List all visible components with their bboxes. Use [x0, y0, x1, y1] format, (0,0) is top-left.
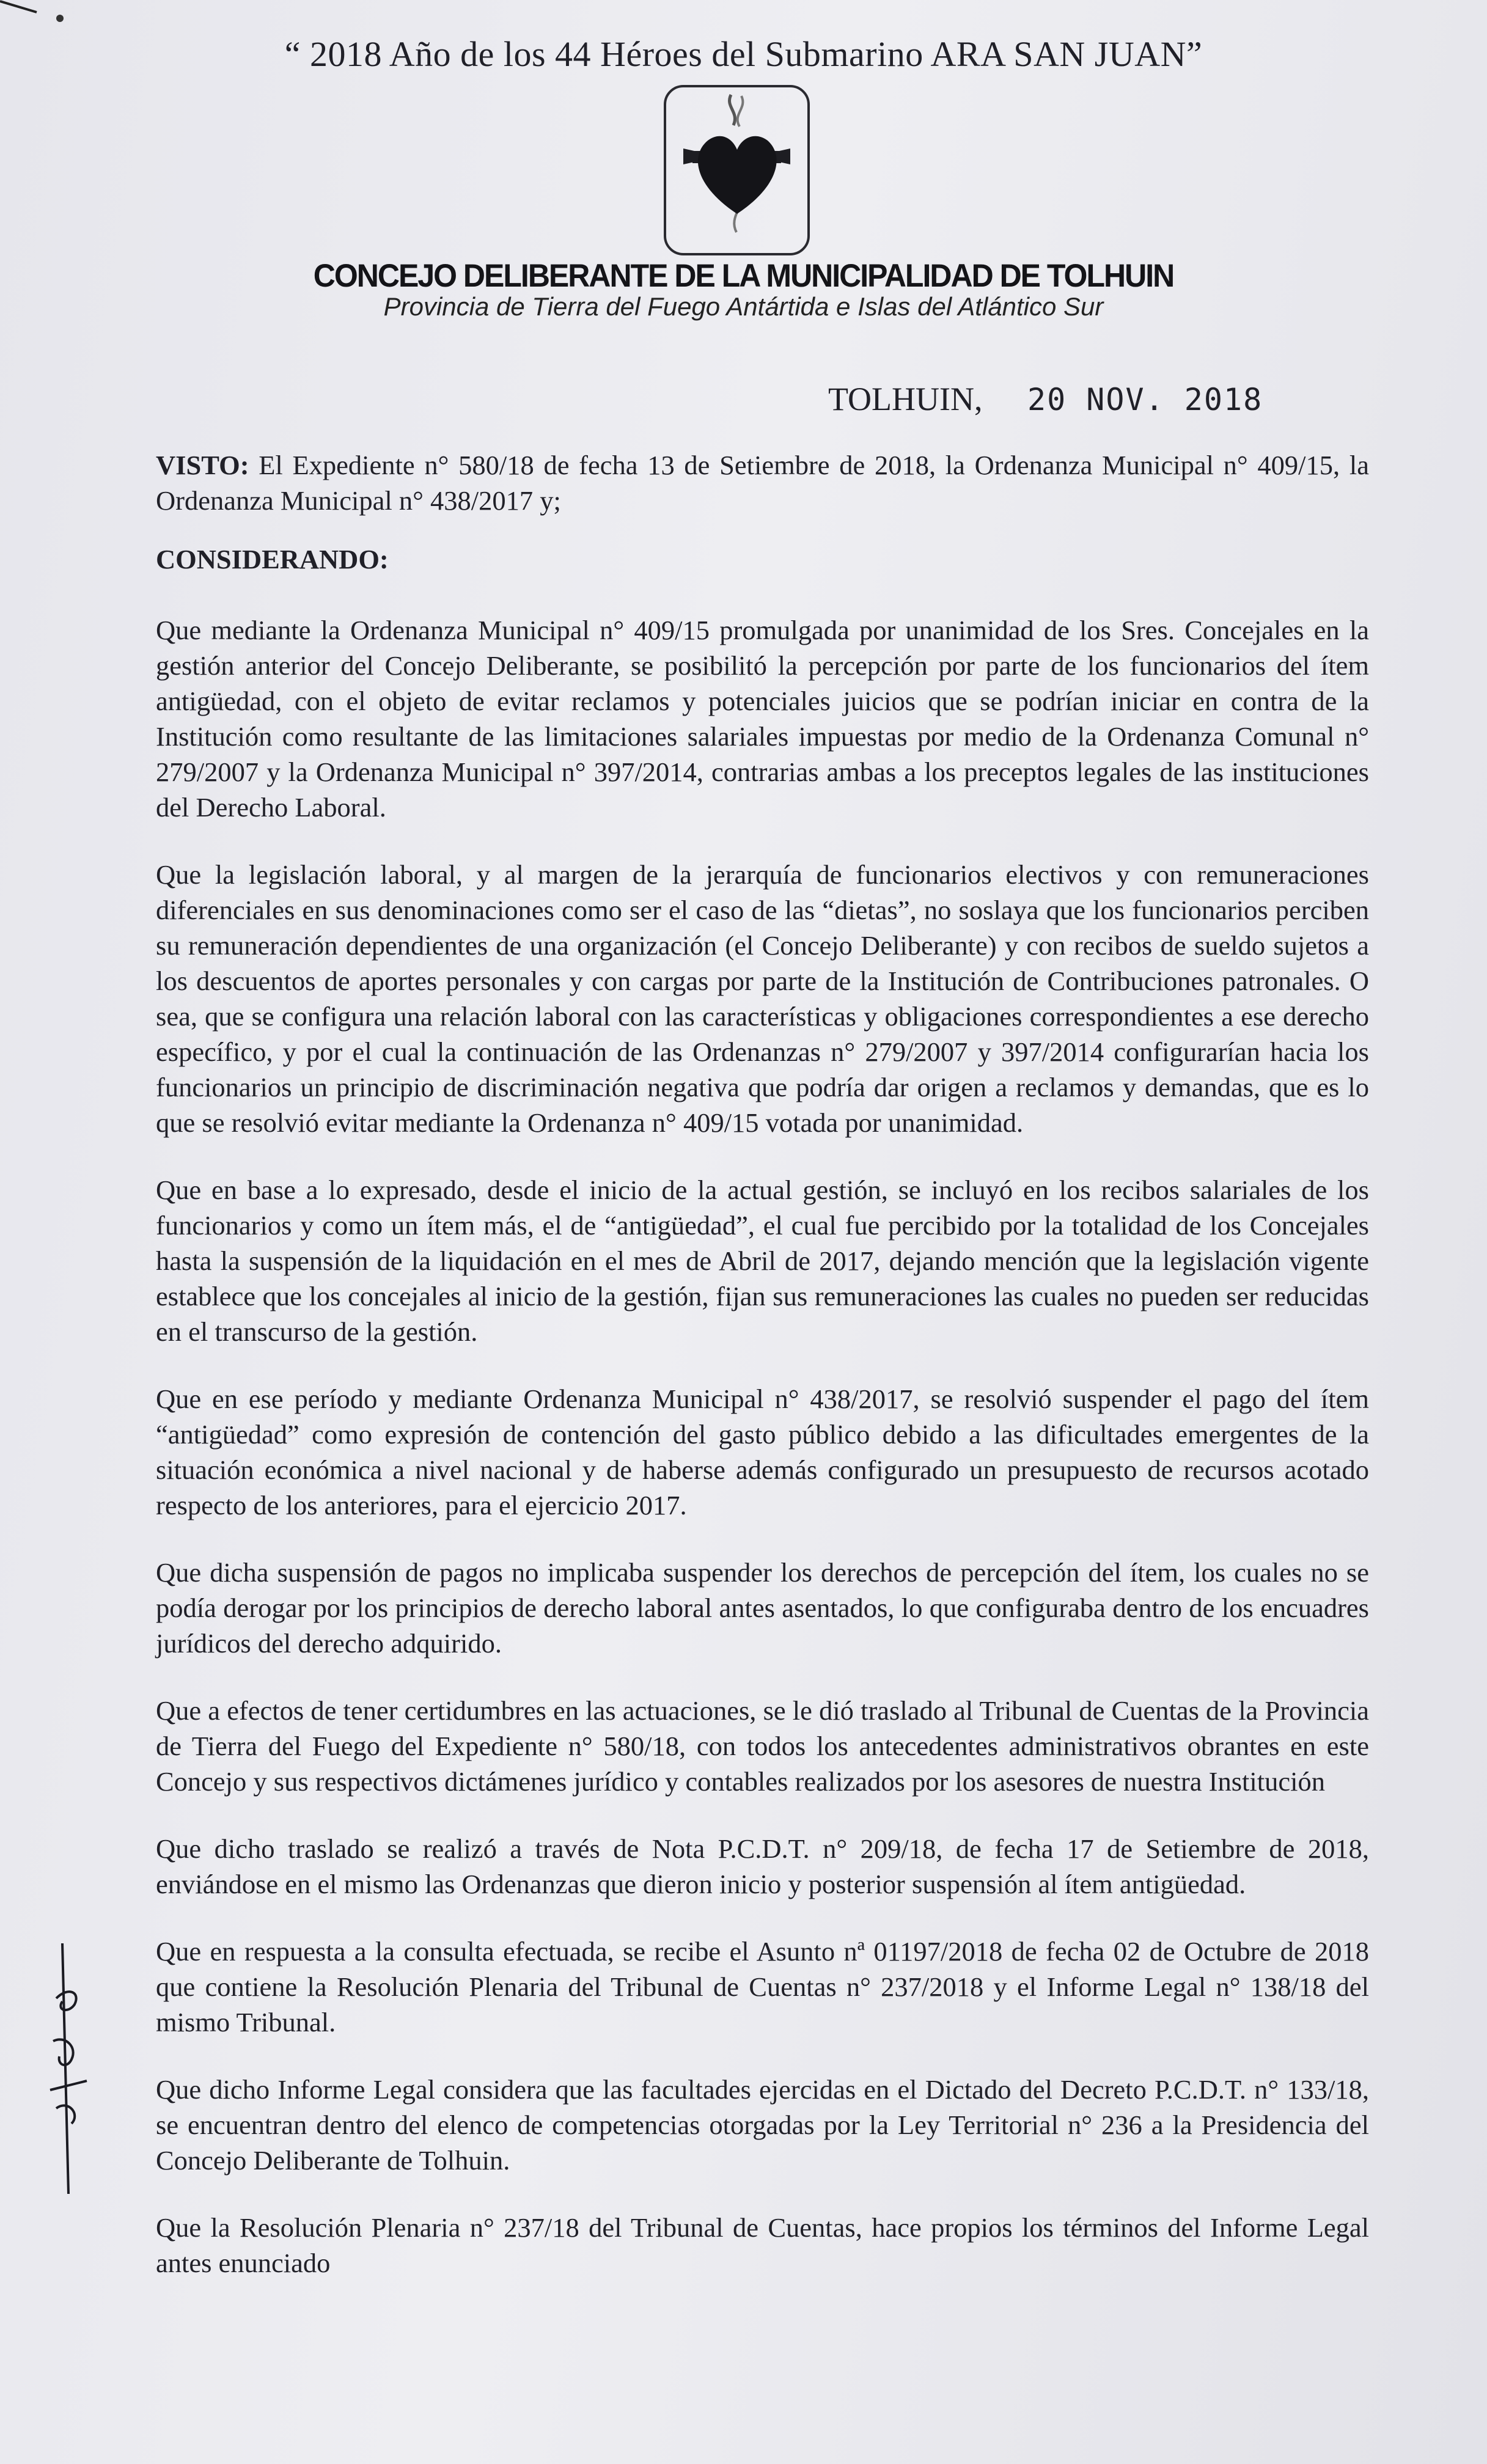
considerando-paragraph: Que en ese período y mediante Ordenanza Municipal n° 438/2017, se resolvió suspender el pago del ítem “antigüedad” como expresión de contención del gasto público debido a las dificultades emergentes de la situación económica a nivel nacional y de haberse además configurado un presupuesto de recursos acotado respecto de los anteriores, para el ejercicio 2017.	[156, 1384, 1369, 1520]
considerando-paragraph: Que en base a lo expresado, desde el inicio de la actual gestión, se incluyó en los recibos salariales de los funcionarios y como un ítem más, el de “antigüedad”, el cual fue percibido por la totalidad de los Concejales hasta la suspensión de la liquidación en el mes de Abril de 2017, dejando mención que la legislación vigente establece que los concejales al inicio de la gestión, fijan sus remuneraciones las cuales no pueden ser reducidas en el transcurso de la gestión.	[156, 1175, 1369, 1347]
handwritten-initial-icon	[44, 1943, 99, 2194]
punch-hole-mark	[0, 0, 67, 31]
considerando-paragraph: Que dicha suspensión de pagos no implicaba suspender los derechos de percepción del ítem, los cuales no se podía derogar por los principios de derecho laboral antes asentados, lo que configuraba dentro de los encuadres jurídicos del derecho adquirido.	[156, 1557, 1369, 1659]
considerando-paragraph: Que a efectos de tener certidumbres en las actuaciones, se le dió traslado al Tribunal de Cuentas de la Provincia de Tierra del Fuego del Expediente n° 580/18, con todos los antecedentes administrativos obrantes en este Concejo y sus respectivos dictámenes jurídico y contables realizados por los asesores de nuestra Institución	[156, 1695, 1369, 1797]
city-label: TOLHUIN,	[828, 381, 983, 417]
considerando-paragraph: Que dicho traslado se realizó a través de Nota P.C.D.T. n° 209/18, de fecha 17 de Setiembre de 2018, enviándose en el mismo las Ordenanzas que dieron inicio y posterior suspensión al ítem antigüedad.	[156, 1833, 1369, 1899]
province-name: Provincia de Tierra del Fuego Antártida e Islas del Atlántico Sur	[383, 292, 1104, 321]
date-stamp: 20 NOV. 2018	[1027, 382, 1263, 417]
visto-paragraph	[156, 447, 1369, 518]
considerando-paragraph: Que en respuesta a la consulta efectuada, se recibe el Asunto nª 01197/2018 de fecha 02 de Octubre de 2018 que contiene la Resolución Plenaria del Tribunal de Cuentas n° 237/2018 y el Informe Legal n° 138/18 del mismo Tribunal.	[156, 1936, 1369, 2037]
visto-label: VISTO:	[156, 450, 249, 480]
visto-text: El Expediente n° 580/18 de fecha 13 de Setiembre de 2018, la Ordenanza Municipal n° 409/15, la Ordenanza Municipal n° 438/2017 y;	[156, 450, 1369, 516]
considerando-paragraph: Que dicho Informe Legal considera que las facultades ejercidas en el Dictado del Decreto P.C.D.T. n° 133/18, se encuentran dentro del elenco de competencias otorgadas por la Ley Territorial n° 236 a la Presidencia del Concejo Deliberante de Tolhuin.	[156, 2074, 1369, 2176]
document-body	[156, 447, 1369, 2312]
considerando-paragraph: Que mediante la Ordenanza Municipal n° 409/15 promulgada por unanimidad de los Sres. Concejales en la gestión anterior del Concejo Deliberante, se posibilitó la percepción por parte de los funcionarios del ítem antigüedad, con el objeto de evitar reclamos y potenciales juicios que se podrían iniciar en contra de la Institución como resultante de las limitaciones salariales impuestas por medio de la Ordenanza Comunal n° 279/2007 y la Ordenanza Municipal n° 397/2014, contrarias ambas a los preceptos legales de las instituciones del Derecho Laboral.	[156, 615, 1369, 823]
considerando-paragraph: Que la Resolución Plenaria n° 237/18 del Tribunal de Cuentas, hace propios los términos del Informe Legal antes enunciado	[156, 2212, 1369, 2278]
considerando-paragraph: Que la legislación laboral, y al margen de la jerarquía de funcionarios electivos y con remuneraciones diferenciales en sus denominaciones como ser el caso de las “dietas”, no soslaya que los funcionarios perciben su remuneración dependientes de una organización (el Concejo Deliberante) y con recibos de sueldo sujetos a los descuentos de aportes personales y con cargas por parte de la Institución de Contribuciones patronales. O sea, que se configura una relación laboral con las características y obligaciones correspondientes a ese derecho específico, y por el cual la continuación de las Ordenanzas n° 279/2007 y 397/2014 configurarían hacia los funcionarios un principio de discriminación negativa que podría dar origen a reclamos y demandas, que es lo que se resolvió evitar mediante la Ordenanza n° 409/15 votada por unanimidad.	[156, 859, 1369, 1138]
motto-line: “ 2018 Año de los 44 Héroes del Submarino ARA SAN JUAN”	[284, 34, 1203, 74]
heart-emblem-icon	[659, 82, 815, 260]
place-date	[828, 380, 1263, 418]
institution-name: CONCEJO DELIBERANTE DE LA MUNICIPALIDAD DE TOLHUIN	[313, 257, 1174, 294]
considerando-heading: CONSIDERANDO:	[156, 544, 389, 574]
